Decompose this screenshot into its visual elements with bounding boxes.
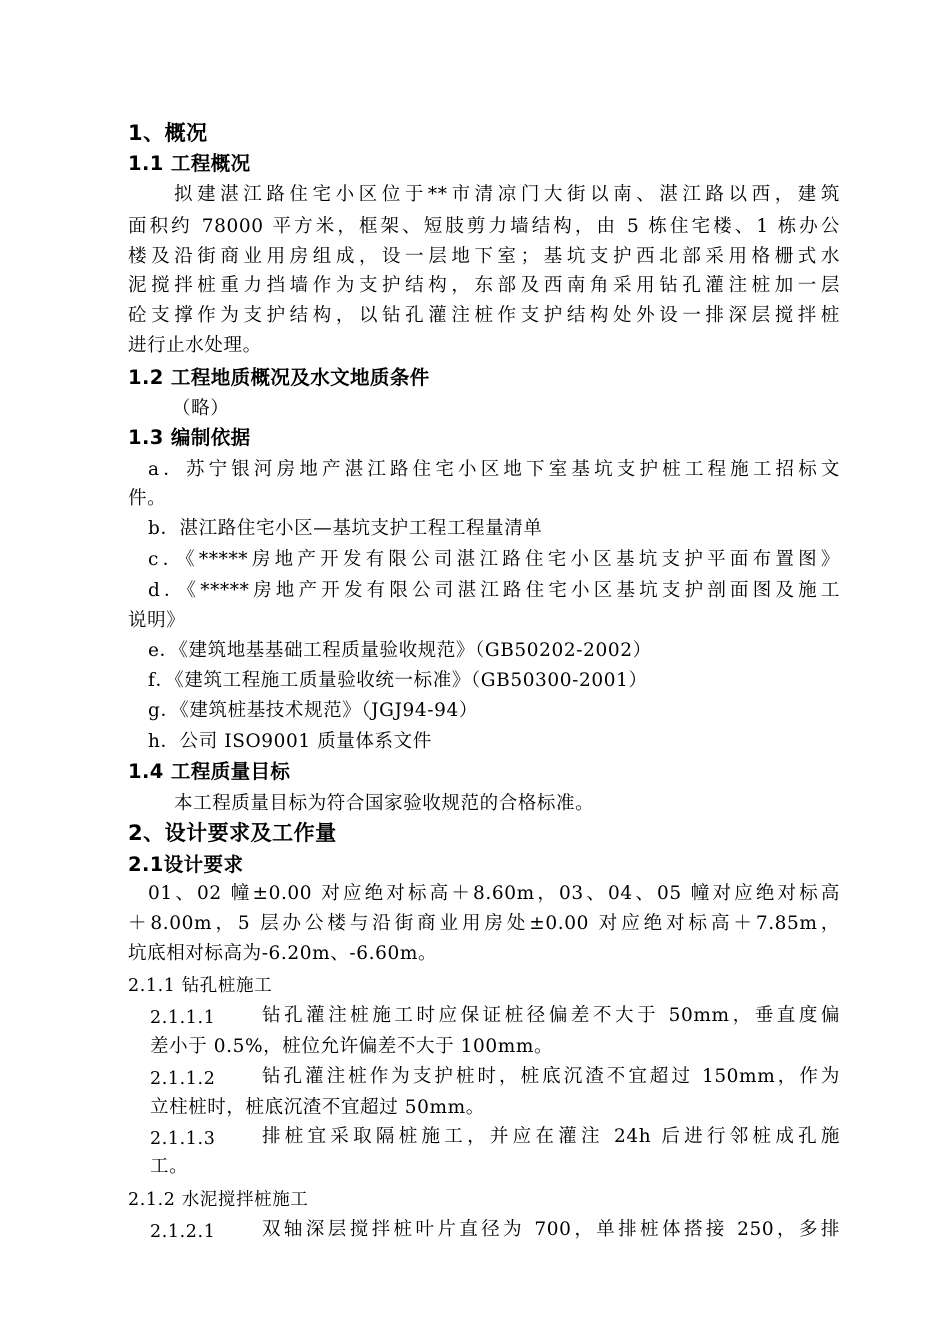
text-line: 楼及沿街商业用房组成，设一层地下室；基坑支护西北部采用格栅式水 (128, 246, 840, 267)
list-item: 件。 (128, 488, 167, 509)
list-item: f．《建筑工程施工质量验收统一标准》（GB50300-2001） (148, 670, 648, 691)
text-line: 排桩宜采取隔桩施工，并应在灌注 24h 后进行邻桩成孔施 (262, 1126, 840, 1147)
text-line: 进行止水处理。 (128, 335, 262, 356)
clause-number: 2.1.1.1 (150, 1008, 216, 1028)
clause-number: 2.1.2.1 (150, 1222, 216, 1242)
text-line: 钻孔灌注桩作为支护桩时，桩底沉渣不宜超过 150mm，作为 (262, 1066, 840, 1087)
list-item: 说明》 (128, 610, 186, 631)
list-item: b．湛江路住宅小区—基坑支护工程工程量清单 (148, 518, 543, 539)
list-item: c．《*****房地产开发有限公司湛江路住宅小区基坑支护平面布置图》 (148, 549, 840, 570)
text-line: ＋8.00m，5 层办公楼与沿街商业用房处±0.00 对应绝对标高＋7.85m， (128, 913, 840, 934)
section-1-4-body: 本工程质量目标为符合国家验收规范的合格标准。 (174, 793, 595, 814)
text-line: 01、02 幢±0.00 对应绝对标高＋8.60m，03、04、05 幢对应绝对标高 (148, 883, 840, 904)
list-item: h．公司 ISO9001 质量体系文件 (148, 731, 432, 752)
text-line: 拟建湛江路住宅小区位于**市清凉门大街以南、湛江路以西，建筑 (174, 184, 840, 205)
text-line: 坑底相对标高为-6.20m、-6.60m。 (128, 943, 438, 964)
section-2-1-2-title: 2.1.2 水泥搅拌桩施工 (128, 1190, 309, 1210)
section-1-title: 1、概况 (128, 121, 208, 145)
section-1-2-title: 1.2 工程地质概况及水文地质条件 (128, 366, 430, 389)
section-2-title: 2、设计要求及工作量 (128, 821, 337, 845)
section-2-1-title: 2.1设计要求 (128, 853, 244, 876)
text-line: 立柱桩时，桩底沉渣不宜超过 50mm。 (150, 1097, 485, 1118)
list-item: g．《建筑桩基技术规范》（JGJ94-94） (148, 700, 478, 721)
text-line: 钻孔灌注桩施工时应保证桩径偏差不大于 50mm，垂直度偏 (262, 1005, 840, 1026)
section-2-1-1-title: 2.1.1 钻孔桩施工 (128, 976, 273, 996)
list-item: e．《建筑地基基础工程质量验收规范》（GB50202-2002） (148, 640, 652, 661)
text-line: 工。 (150, 1156, 189, 1177)
section-1-1-title: 1.1 工程概况 (128, 152, 251, 175)
clause-number: 2.1.1.2 (150, 1069, 216, 1089)
section-1-2-body: （略） (172, 398, 230, 419)
text-line: 差小于 0.5%，桩位允许偏差不大于 100mm。 (150, 1036, 554, 1057)
text-line: 泥搅拌桩重力挡墙作为支护结构，东部及西南角采用钻孔灌注桩加一层 (128, 275, 840, 296)
text-line: 砼支撑作为支护结构，以钻孔灌注桩作支护结构处外设一排深层搅拌桩 (128, 305, 840, 326)
text-line: 面积约 78000 平方米，框架、短肢剪力墙结构，由 5 栋住宅楼、1 栋办公 (128, 216, 840, 237)
section-1-3-title: 1.3 编制依据 (128, 426, 251, 449)
text-line: 双轴深层搅拌桩叶片直径为 700，单排桩体搭接 250，多排 (262, 1219, 840, 1240)
section-1-4-title: 1.4 工程质量目标 (128, 760, 291, 783)
list-item: a．苏宁银河房地产湛江路住宅小区地下室基坑支护桩工程施工招标文 (148, 459, 840, 480)
clause-number: 2.1.1.3 (150, 1129, 216, 1149)
list-item: d．《*****房地产开发有限公司湛江路住宅小区基坑支护剖面图及施工 (148, 580, 840, 601)
